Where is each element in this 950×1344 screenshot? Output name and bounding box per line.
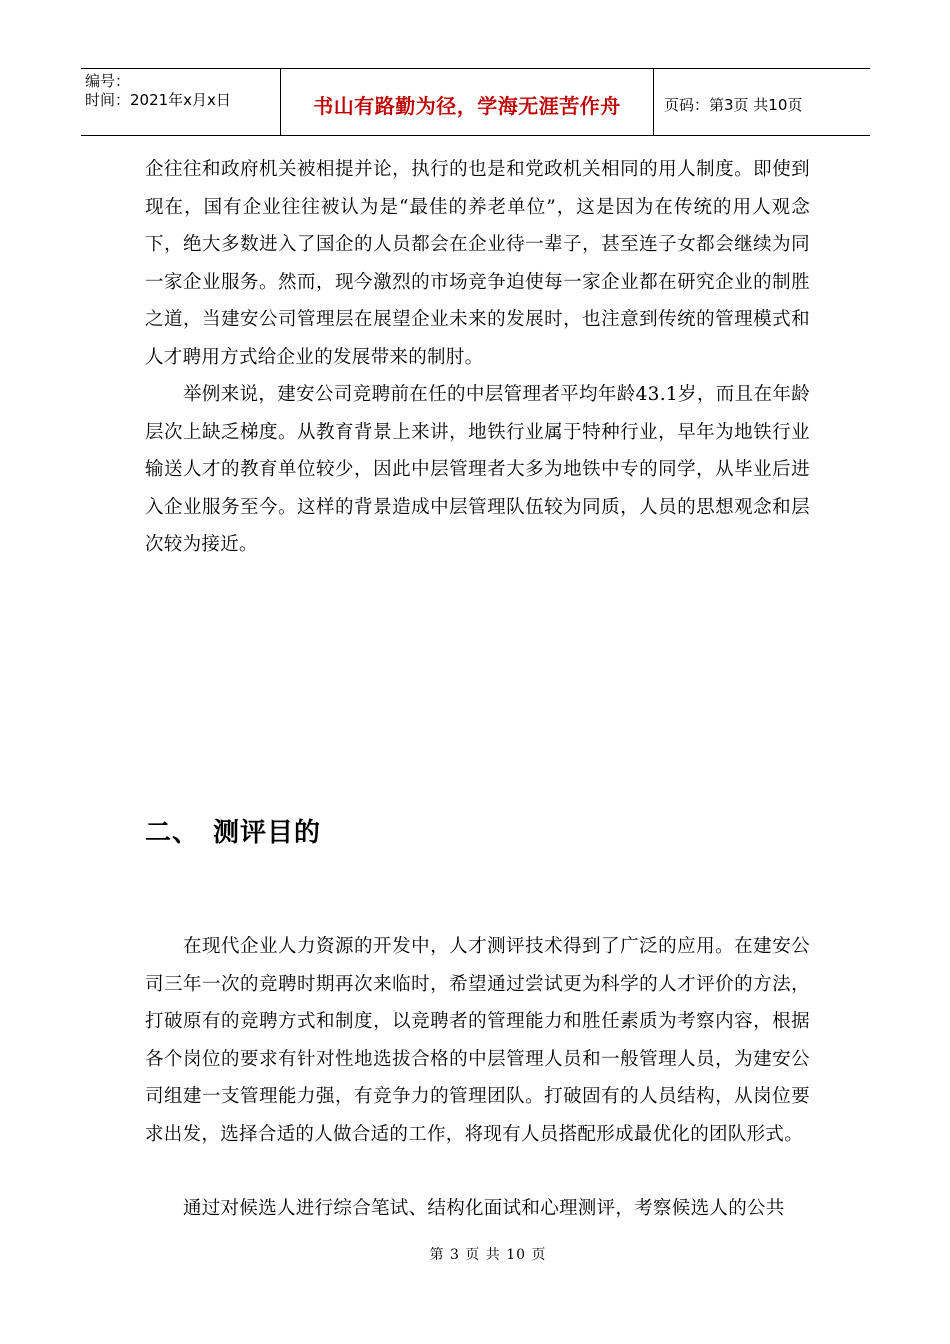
header-page-code: 页码：第3页 共10页 — [664, 95, 803, 114]
section-number: 二、 — [145, 818, 200, 848]
header-meta-cell — [81, 69, 281, 135]
page-header — [81, 68, 870, 136]
document-time-label: 时间：2021年x月x日 — [85, 91, 231, 109]
document-number-label: 编号： — [85, 72, 131, 90]
body-paragraph-4: 通过对候选人进行综合笔试、结构化面试和心理测评，考察候选人的公共 — [183, 1198, 785, 1219]
page-footer: 第 3 页 共 10 页 — [429, 1247, 547, 1263]
section-title: 测评目的 — [213, 818, 322, 848]
body-paragraph-2: 举例来说，建安公司竞聘前在任的中层管理者平均年龄43.1岁，而且在年龄层次上缺乏梯度。从教育背景上来讲，地铁行业属于特种行业，早年为地铁行业输送人才的教育单位较少，因此中层管理者大多为地铁中专的同学，从毕业后进入企业服务至今。这样的背景造成中层管理队伍较为同质，人员的思想观念和层次较为接近。 — [145, 384, 810, 555]
section-heading — [145, 812, 321, 849]
body-paragraph-1: 企往往和政府机关被相提并论，执行的也是和党政机关相同的用人制度。即使到现在，国有企业往往被认为是“最佳的养老单位”，这是因为在传统的用人观念下，绝大多数进入了国企的人员都会在企业待一辈子，甚至连子女都会继续为同一家企业服务。然而，现今激烈的市场竞争迫使每一家企业都在研究企业的制胜之道，当建安公司管理层在展望企业未来的发展时，也注意到传统的管理模式和人才聘用方式给企业的发展带来的制肘。 — [145, 159, 810, 368]
body-paragraph-3: 在现代企业人力资源的开发中，人才测评技术得到了广泛的应用。在建安公司三年一次的竞聘时期再次来临时，希望通过尝试更为科学的人才评价的方法，打破原有的竞聘方式和制度，以竞聘者的管理能力和胜任素质为考察内容，根据各个岗位的要求有针对性地选拔合格的中层管理人员和一般管理人员，为建安公司组建一支管理能力强，有竞争力的管理团队。打破固有的人员结构，从岗位要求出发，选择合适的人做合适的工作，将现有人员搭配形成最优化的团队形式。 — [145, 936, 810, 1145]
header-motto: 书山有路勤为径，学海无涯苦作舟 — [281, 69, 654, 135]
